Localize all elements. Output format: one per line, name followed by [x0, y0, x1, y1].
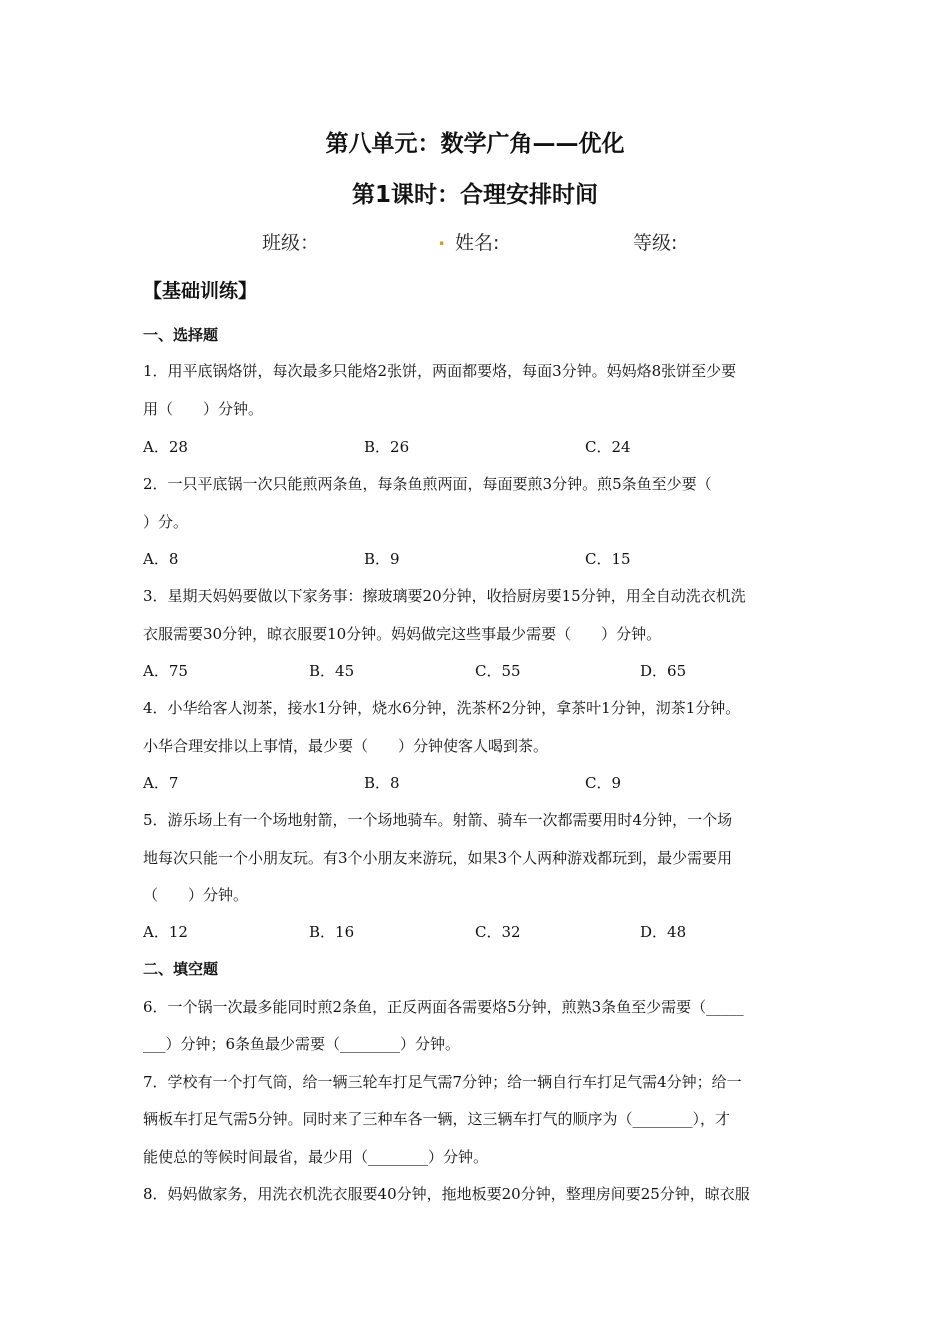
- q5-line1: 5．游乐场上有一个场地射箭，一个场地骑车。射箭、骑车一次都需要用时4分钟，一个场: [143, 811, 733, 829]
- q3-option-d: D．65: [640, 662, 687, 680]
- q5-option-d: D．48: [640, 923, 687, 941]
- class-label: 班级：: [262, 232, 320, 254]
- q1-option-c: C．24: [585, 438, 631, 456]
- q5-option-b: B．16: [309, 923, 355, 941]
- q6-line2: ___）分钟；6条鱼最少需要（________）分钟。: [143, 1035, 461, 1053]
- q2-line2: ）分。: [143, 513, 189, 531]
- q5-option-c: C．32: [475, 923, 521, 941]
- q7-line1: 7．学校有一个打气筒，给一辆三轮车打足气需7分钟；给一辆自行车打足气需4分钟；给一: [143, 1073, 742, 1091]
- name-label: 姓名:: [455, 232, 500, 254]
- q2-option-a: A．8: [143, 550, 179, 568]
- q1-line2: 用（ ）分钟。: [143, 400, 264, 418]
- q3-option-a: A．75: [143, 662, 188, 680]
- q4-option-b: B．8: [364, 774, 400, 792]
- separator-dot: .: [438, 228, 446, 250]
- q3-line2: 衣服需要30分钟，晾衣服要10分钟。妈妈做完这些事最少需要（ ）分钟。: [143, 625, 662, 643]
- q8-line1: 8．妈妈做家务，用洗衣机洗衣服要40分钟，拖地板要20分钟，整理房间要25分钟，晾衣服: [143, 1185, 750, 1203]
- q1-line1: 1．用平底锅烙饼，每次最多只能烙2张饼，两面都要烙，每面3分钟。妈妈烙8张饼至少要: [143, 362, 737, 380]
- q3-option-c: C．55: [475, 662, 521, 680]
- q1-option-a: A．28: [143, 438, 188, 456]
- q6-line1: 6．一个锅一次最多能同时煎2条鱼，正反两面各需要烙5分钟，煎熟3条鱼至少需要（_____: [143, 998, 744, 1016]
- q7-line2: 辆板车打足气需5分钟。同时来了三种车各一辆，这三辆车打气的顺序为（________），才: [143, 1110, 731, 1128]
- q2-option-c: C．15: [585, 550, 631, 568]
- q5-line3: （ ）分钟。: [143, 886, 249, 904]
- q4-option-a: A．7: [143, 774, 179, 792]
- q7-line3: 能使总的等候时间最省，最少用（________）分钟。: [143, 1148, 489, 1166]
- q4-option-c: C．9: [585, 774, 622, 792]
- part2-heading: 二、填空题: [143, 960, 219, 978]
- page-title: 第八单元：数学广角——优化: [325, 131, 625, 157]
- q4-line2: 小华合理安排以上事情，最少要（ ）分钟使客人喝到茶。: [143, 737, 549, 755]
- q1-option-b: B．26: [364, 438, 410, 456]
- lesson-subtitle: 第1课时：合理安排时间: [351, 182, 598, 208]
- grade-label: 等级:: [633, 232, 678, 254]
- q2-option-b: B．9: [364, 550, 400, 568]
- q2-line1: 2．一只平底锅一次只能煎两条鱼，每条鱼煎两面，每面要煎3分钟。煎5条鱼至少要（: [143, 475, 712, 493]
- q4-line1: 4．小华给客人沏茶，接水1分钟，烧水6分钟，洗茶杯2分钟，拿茶叶1分钟，沏茶1分钟。: [143, 699, 741, 717]
- q5-option-a: A．12: [143, 923, 188, 941]
- student-info-row: [0, 228, 950, 258]
- part1-heading: 一、选择题: [143, 326, 219, 344]
- q3-line1: 3．星期天妈妈要做以下家务事：擦玻璃要20分钟，收拾厨房要15分钟，用全自动洗衣机洗: [143, 587, 746, 605]
- section-heading: 【基础训练】: [143, 280, 258, 302]
- q3-option-b: B．45: [309, 662, 355, 680]
- q5-line2: 地每次只能一个小朋友玩。有3个小朋友来游玩，如果3个人两种游戏都玩到，最少需要用: [143, 849, 733, 867]
